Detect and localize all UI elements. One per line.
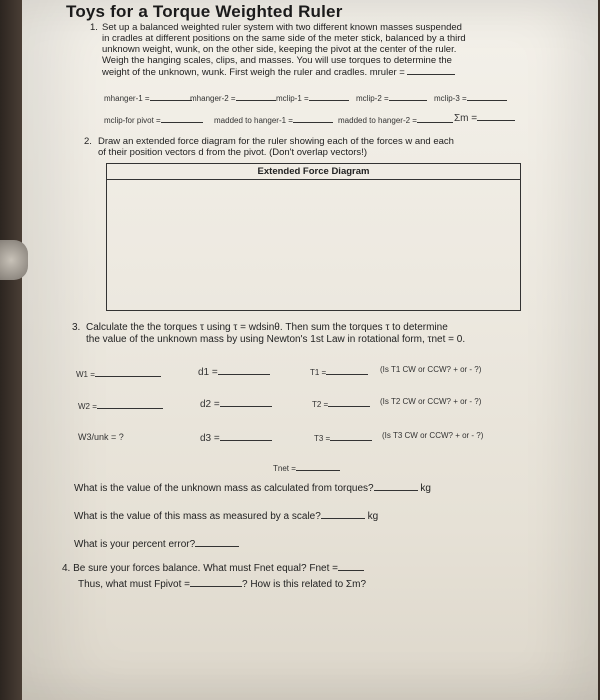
q1-line-5-text: weight of the unknown, wunk. First weigh the ruler and cradles. mruler = [102, 67, 405, 78]
d2-label: d2 = [200, 399, 220, 410]
t2-blank[interactable] [328, 398, 370, 407]
w1-field [76, 368, 161, 379]
q2-line-2: of their position vectors d from the pivot. (Don't overlap vectors!) [98, 147, 367, 158]
mhanger1-label: mhanger-1 = [104, 94, 150, 103]
scale-mass-unit: kg [367, 511, 379, 522]
mclip-pivot-label: mclip-for pivot = [104, 116, 161, 125]
madded2-field [338, 114, 453, 125]
sum-m-relation-text: ? How is this related to Σm? [242, 579, 367, 590]
mass-row-1 [104, 92, 192, 103]
mclip3-field [434, 92, 507, 103]
q2-number: 2. [84, 136, 92, 147]
mhanger1-blank[interactable] [150, 92, 192, 101]
q1-number: 1. [90, 22, 98, 33]
d1-field [198, 366, 270, 378]
madded1-label: madded to hanger-1 = [214, 116, 293, 125]
q4-line-1 [62, 562, 364, 574]
force-diagram-title: Extended Force Diagram [107, 164, 520, 180]
q4-line-1-text: Be sure your forces balance. What must Fnet equal? Fnet = [73, 563, 338, 574]
q1-line-2: in cradles at different positions on the same side of the meter stick, balanced by a third [102, 33, 466, 44]
fpivot-text: Thus, what must Fpivot = [78, 579, 190, 590]
mclip1-blank[interactable] [309, 92, 349, 101]
worksheet-page [18, 0, 598, 700]
d3-blank[interactable] [220, 432, 272, 441]
q4-number: 4. [62, 563, 71, 574]
fpivot-blank[interactable] [190, 578, 242, 587]
fnet-blank[interactable] [338, 562, 364, 571]
w3-field [78, 432, 124, 442]
mclip2-blank[interactable] [389, 92, 427, 101]
mclip2-label: mclip-2 = [356, 94, 389, 103]
t3-direction-question: (Is T3 CW or CCW? + or - ?) [382, 431, 484, 440]
q3-number: 3. [72, 322, 81, 333]
scale-mass-question-text: What is the value of this mass as measured by a scale? [74, 511, 321, 522]
tnet-blank[interactable] [296, 462, 340, 471]
w3-label: W3/unk = ? [78, 432, 124, 442]
sum-m-field [454, 112, 515, 124]
madded1-blank[interactable] [293, 114, 333, 123]
w2-label: W2 = [78, 402, 97, 411]
t1-blank[interactable] [326, 366, 368, 375]
mclip2-field [356, 92, 427, 103]
t3-field [314, 432, 372, 443]
tnet-field [273, 462, 340, 473]
mhanger2-field [190, 92, 276, 103]
t2-field [312, 398, 370, 409]
d1-blank[interactable] [218, 366, 270, 375]
page-title: Toys for a Torque Weighted Ruler [66, 2, 343, 21]
t1-label: T1 = [310, 368, 327, 377]
mhanger2-label: mhanger-2 = [190, 94, 236, 103]
w2-field [78, 400, 163, 411]
mclip3-label: mclip-3 = [434, 94, 467, 103]
q1-line-5 [102, 66, 455, 79]
d2-field [200, 398, 272, 410]
mclip1-field [276, 92, 349, 103]
q1-line-3: unknown weight, wunk, on the other side, keeping the pivot at the center of the ruler. [102, 44, 457, 55]
percent-error-blank[interactable] [195, 538, 239, 547]
ruler-mass-blank[interactable] [407, 66, 455, 75]
mhanger2-blank[interactable] [236, 92, 276, 101]
unknown-mass-unit: kg [420, 483, 431, 494]
sum-m-blank[interactable] [477, 112, 515, 121]
q3-line-2: the value of the unknown mass by using Newton's 1st Law in rotational form, τnet = 0. [86, 334, 466, 345]
t3-blank[interactable] [330, 432, 372, 441]
q1-line-4: Weigh the hanging scales, clips, and masses. You will use torques to determine the [102, 55, 452, 66]
d2-blank[interactable] [220, 398, 272, 407]
t3-label: T3 = [314, 434, 331, 443]
q3-line-1: Calculate the the torques τ using τ = wdsinθ. Then sum the torques τ to determine [86, 322, 448, 333]
mclip3-blank[interactable] [467, 92, 507, 101]
unknown-mass-question [74, 482, 431, 494]
unknown-mass-question-text: What is the value of the unknown mass as calculated from torques? [74, 483, 374, 494]
t1-field [310, 366, 368, 377]
madded2-blank[interactable] [417, 114, 453, 123]
scale-mass-blank[interactable] [321, 510, 365, 519]
mclip1-label: mclip-1 = [276, 94, 309, 103]
t1-direction-question: (Is T1 CW or CCW? + or - ?) [380, 365, 482, 374]
d3-label: d3 = [200, 433, 220, 444]
percent-error-question [74, 538, 239, 550]
scale-mass-question [74, 510, 378, 522]
mclip-pivot-blank[interactable] [161, 114, 203, 123]
q1-line-1: Set up a balanced weighted ruler system with two different known masses suspended [102, 22, 462, 33]
t2-direction-question: (Is T2 CW or CCW? + or - ?) [380, 397, 482, 406]
madded2-label: madded to hanger-2 = [338, 116, 417, 125]
madded1-field [214, 114, 333, 125]
force-diagram-box[interactable] [106, 163, 521, 311]
t2-label: T2 = [312, 400, 329, 409]
unknown-mass-blank[interactable] [374, 482, 418, 491]
w1-label: W1 = [76, 370, 95, 379]
w1-blank[interactable] [95, 368, 161, 377]
tnet-label: Tnet = [273, 464, 296, 473]
d1-label: d1 = [198, 367, 218, 378]
q2-line-1: Draw an extended force diagram for the ruler showing each of the forces w and each [98, 136, 454, 147]
binder-clip [0, 240, 28, 280]
percent-error-question-text: What is your percent error? [74, 539, 196, 550]
sum-m-label: Σm = [454, 113, 478, 124]
mclip-pivot-field [104, 114, 203, 125]
d3-field [200, 432, 272, 444]
w2-blank[interactable] [97, 400, 163, 409]
page-shadow-edge [0, 0, 22, 700]
q4-line-2 [78, 578, 366, 590]
